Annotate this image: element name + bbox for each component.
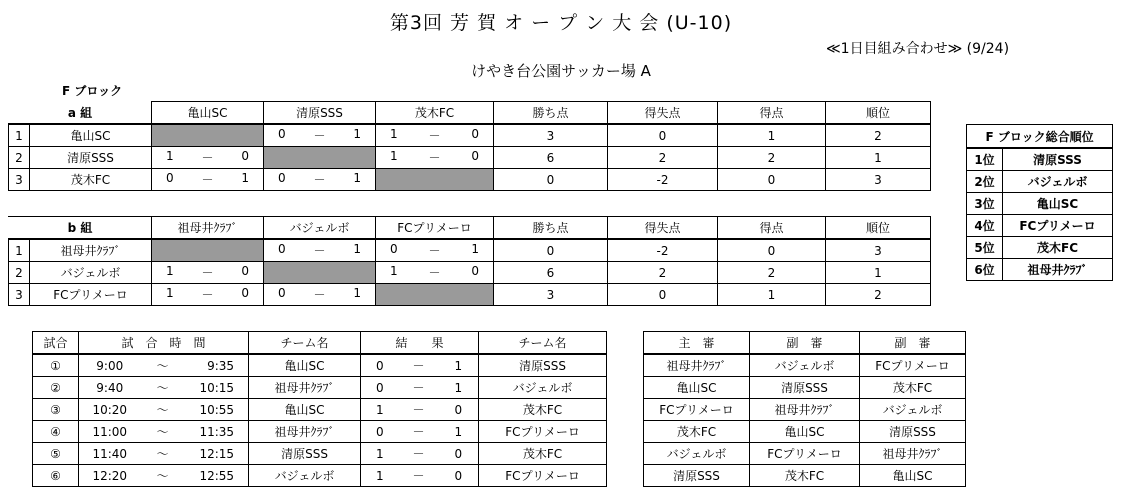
self-match-cell <box>152 124 264 147</box>
row-number: 2 <box>9 147 30 169</box>
away-score: 1 <box>439 421 479 443</box>
end-time: 12:55 <box>185 465 249 487</box>
overall-title: F ブロック総合順位 <box>967 125 1113 149</box>
time-separator: ～ <box>141 377 185 399</box>
match-number: ⑤ <box>33 443 79 465</box>
match-number: ④ <box>33 421 79 443</box>
table-row <box>33 377 607 399</box>
group-a-name: a 組 <box>9 102 152 125</box>
match-score: 0 － 1 <box>264 284 376 306</box>
away-score: 0 <box>439 443 479 465</box>
overall-rank: 2位 <box>967 171 1003 193</box>
table-row <box>33 421 607 443</box>
team-name: FCプリメーロ <box>30 284 152 306</box>
referee-header: 副 審 <box>860 332 966 355</box>
goal-diff-cell: -2 <box>608 239 718 262</box>
rank-cell: 3 <box>826 239 931 262</box>
goals-cell: 1 <box>718 124 826 147</box>
match-score: 1 － 0 <box>152 284 264 306</box>
goal-diff-cell: 0 <box>608 124 718 147</box>
row-number: 1 <box>9 124 30 147</box>
away-score: 0 <box>439 399 479 421</box>
end-time: 9:35 <box>185 354 249 377</box>
group-a-header: 得点 <box>718 102 826 125</box>
group-b-header: 勝ち点 <box>494 217 608 240</box>
row-number: 1 <box>9 239 30 262</box>
away-team: FCプリメーロ <box>479 465 607 487</box>
goals-cell: 1 <box>718 284 826 306</box>
home-score: 0 <box>361 421 399 443</box>
points-cell: 6 <box>494 262 608 284</box>
group-b-table <box>8 216 931 306</box>
team-name: 清原SSS <box>30 147 152 169</box>
points-cell: 6 <box>494 147 608 169</box>
main-referee: バジェルボ <box>644 443 750 465</box>
table-row <box>33 443 607 465</box>
table-row <box>9 239 931 262</box>
main-referee: 亀山SC <box>644 377 750 399</box>
end-time: 11:35 <box>185 421 249 443</box>
assistant-referee: FCプリメーロ <box>750 443 860 465</box>
overall-team: 清原SSS <box>1003 148 1113 171</box>
group-b-header: 順位 <box>826 217 931 240</box>
home-team: バジェルボ <box>249 465 361 487</box>
group-a-header: 順位 <box>826 102 931 125</box>
table-row <box>644 399 966 421</box>
group-a-header: 亀山SC <box>152 102 264 125</box>
match-number: ③ <box>33 399 79 421</box>
overall-ranking-table <box>966 124 1113 281</box>
overall-rank: 6位 <box>967 259 1003 281</box>
table-row <box>644 443 966 465</box>
time-separator: ～ <box>141 399 185 421</box>
group-b-header: バジェルボ <box>264 217 376 240</box>
assistant-referee: バジェルボ <box>750 354 860 377</box>
main-referee: 清原SSS <box>644 465 750 487</box>
points-cell: 3 <box>494 284 608 306</box>
group-a-header: 清原SSS <box>264 102 376 125</box>
start-time: 9:00 <box>79 354 141 377</box>
rank-cell: 1 <box>826 262 931 284</box>
table-row <box>644 421 966 443</box>
points-cell: 0 <box>494 169 608 191</box>
away-team: 清原SSS <box>479 354 607 377</box>
table-row <box>967 171 1113 193</box>
group-a-header: 勝ち点 <box>494 102 608 125</box>
table-row <box>33 465 607 487</box>
home-score: 1 <box>361 465 399 487</box>
table-row <box>967 237 1113 259</box>
team-name: バジェルボ <box>30 262 152 284</box>
schedule-header: 結 果 <box>361 332 479 355</box>
assistant-referee: 祖母井ｸﾗﾌﾞ <box>860 443 966 465</box>
rank-cell: 2 <box>826 284 931 306</box>
goals-cell: 2 <box>718 147 826 169</box>
match-number: ② <box>33 377 79 399</box>
end-time: 10:15 <box>185 377 249 399</box>
referee-header: 副 審 <box>750 332 860 355</box>
home-score: 0 <box>361 354 399 377</box>
self-match-cell <box>264 262 376 284</box>
points-cell: 3 <box>494 124 608 147</box>
match-score: 0 － 1 <box>152 169 264 191</box>
group-a-header: 茂木FC <box>376 102 494 125</box>
away-team: 茂木FC <box>479 399 607 421</box>
overall-team: 茂木FC <box>1003 237 1113 259</box>
score-dash: － <box>399 421 439 443</box>
home-score: 1 <box>361 399 399 421</box>
main-referee: 祖母井ｸﾗﾌﾞ <box>644 354 750 377</box>
home-team: 祖母井ｸﾗﾌﾞ <box>249 421 361 443</box>
assistant-referee: 祖母井ｸﾗﾌﾞ <box>750 399 860 421</box>
start-time: 10:20 <box>79 399 141 421</box>
table-row <box>644 465 966 487</box>
team-name: 亀山SC <box>30 124 152 147</box>
time-separator: ～ <box>141 421 185 443</box>
match-score: 0 － 1 <box>264 169 376 191</box>
time-separator: ～ <box>141 465 185 487</box>
rank-cell: 1 <box>826 147 931 169</box>
row-number: 3 <box>9 169 30 191</box>
match-score: 1 － 0 <box>376 124 494 147</box>
overall-rank: 1位 <box>967 148 1003 171</box>
time-separator: ～ <box>141 354 185 377</box>
score-dash: － <box>399 377 439 399</box>
score-dash: － <box>399 399 439 421</box>
match-score: 0 － 1 <box>264 124 376 147</box>
referee-header: 主 審 <box>644 332 750 355</box>
table-row <box>967 259 1113 281</box>
match-score: 1 － 0 <box>376 262 494 284</box>
away-score: 1 <box>439 377 479 399</box>
goal-diff-cell: 2 <box>608 262 718 284</box>
match-score: 0 － 1 <box>376 239 494 262</box>
start-time: 12:20 <box>79 465 141 487</box>
table-row <box>644 354 966 377</box>
goal-diff-cell: 2 <box>608 147 718 169</box>
block-label: F ブロック <box>62 84 123 98</box>
schedule-header: 試合 <box>33 332 79 355</box>
row-number: 2 <box>9 262 30 284</box>
table-row <box>9 124 931 147</box>
rank-cell: 2 <box>826 124 931 147</box>
score-dash: － <box>399 443 439 465</box>
table-row <box>967 148 1113 171</box>
group-a-header: 得失点 <box>608 102 718 125</box>
referees-table <box>643 331 966 487</box>
overall-team: 亀山SC <box>1003 193 1113 215</box>
end-time: 12:15 <box>185 443 249 465</box>
home-team: 亀山SC <box>249 399 361 421</box>
self-match-cell <box>152 239 264 262</box>
score-dash: － <box>399 354 439 377</box>
end-time: 10:55 <box>185 399 249 421</box>
schedule-table <box>32 331 607 487</box>
score-dash: － <box>399 465 439 487</box>
main-referee: FCプリメーロ <box>644 399 750 421</box>
main-referee: 茂木FC <box>644 421 750 443</box>
goals-cell: 0 <box>718 169 826 191</box>
away-team: バジェルボ <box>479 377 607 399</box>
group-a-table <box>8 101 931 191</box>
away-team: FCプリメーロ <box>479 421 607 443</box>
day-subtitle: ≪1日目組み合わせ≫ (9/24) <box>826 41 1010 57</box>
goals-cell: 2 <box>718 262 826 284</box>
group-b-name: b 組 <box>9 217 152 240</box>
table-row <box>33 354 607 377</box>
goal-diff-cell: 0 <box>608 284 718 306</box>
group-b-header: 祖母井ｸﾗﾌﾞ <box>152 217 264 240</box>
table-row <box>33 399 607 421</box>
table-row <box>9 147 931 169</box>
table-row <box>9 284 931 306</box>
assistant-referee: 亀山SC <box>860 465 966 487</box>
home-team: 祖母井ｸﾗﾌﾞ <box>249 377 361 399</box>
goals-cell: 0 <box>718 239 826 262</box>
page-title: 第3回 芳 賀 オ ー プ ン 大 会 (U-10) <box>389 12 733 34</box>
overall-rank: 5位 <box>967 237 1003 259</box>
start-time: 11:40 <box>79 443 141 465</box>
assistant-referee: 茂木FC <box>750 465 860 487</box>
home-team: 清原SSS <box>249 443 361 465</box>
match-score: 0 － 1 <box>264 239 376 262</box>
match-number: ① <box>33 354 79 377</box>
match-score: 1 － 0 <box>376 147 494 169</box>
row-number: 3 <box>9 284 30 306</box>
group-b-header: 得点 <box>718 217 826 240</box>
away-team: 茂木FC <box>479 443 607 465</box>
self-match-cell <box>376 169 494 191</box>
home-score: 0 <box>361 377 399 399</box>
schedule-header: 試 合 時 間 <box>79 332 249 355</box>
overall-rank: 3位 <box>967 193 1003 215</box>
match-number: ⑥ <box>33 465 79 487</box>
group-b-header: 得失点 <box>608 217 718 240</box>
table-row <box>967 193 1113 215</box>
home-team: 亀山SC <box>249 354 361 377</box>
venue-label: けやき台公園サッカー場 A <box>471 62 651 80</box>
team-name: 茂木FC <box>30 169 152 191</box>
table-row <box>9 169 931 191</box>
match-score: 1 － 0 <box>152 262 264 284</box>
start-time: 11:00 <box>79 421 141 443</box>
assistant-referee: 清原SSS <box>860 421 966 443</box>
overall-rank: 4位 <box>967 215 1003 237</box>
assistant-referee: 清原SSS <box>750 377 860 399</box>
match-score: 1 － 0 <box>152 147 264 169</box>
points-cell: 0 <box>494 239 608 262</box>
overall-team: バジェルボ <box>1003 171 1113 193</box>
table-row <box>9 262 931 284</box>
team-name: 祖母井ｸﾗﾌﾞ <box>30 239 152 262</box>
self-match-cell <box>264 147 376 169</box>
assistant-referee: FCプリメーロ <box>860 354 966 377</box>
away-score: 0 <box>439 465 479 487</box>
schedule-header: チーム名 <box>479 332 607 355</box>
overall-team: FCプリメーロ <box>1003 215 1113 237</box>
goal-diff-cell: -2 <box>608 169 718 191</box>
start-time: 9:40 <box>79 377 141 399</box>
rank-cell: 3 <box>826 169 931 191</box>
away-score: 1 <box>439 354 479 377</box>
table-row <box>967 215 1113 237</box>
schedule-header: チーム名 <box>249 332 361 355</box>
self-match-cell <box>376 284 494 306</box>
assistant-referee: バジェルボ <box>860 399 966 421</box>
home-score: 1 <box>361 443 399 465</box>
table-row <box>644 377 966 399</box>
overall-team: 祖母井ｸﾗﾌﾞ <box>1003 259 1113 281</box>
assistant-referee: 亀山SC <box>750 421 860 443</box>
group-b-header: FCプリメーロ <box>376 217 494 240</box>
time-separator: ～ <box>141 443 185 465</box>
assistant-referee: 茂木FC <box>860 377 966 399</box>
